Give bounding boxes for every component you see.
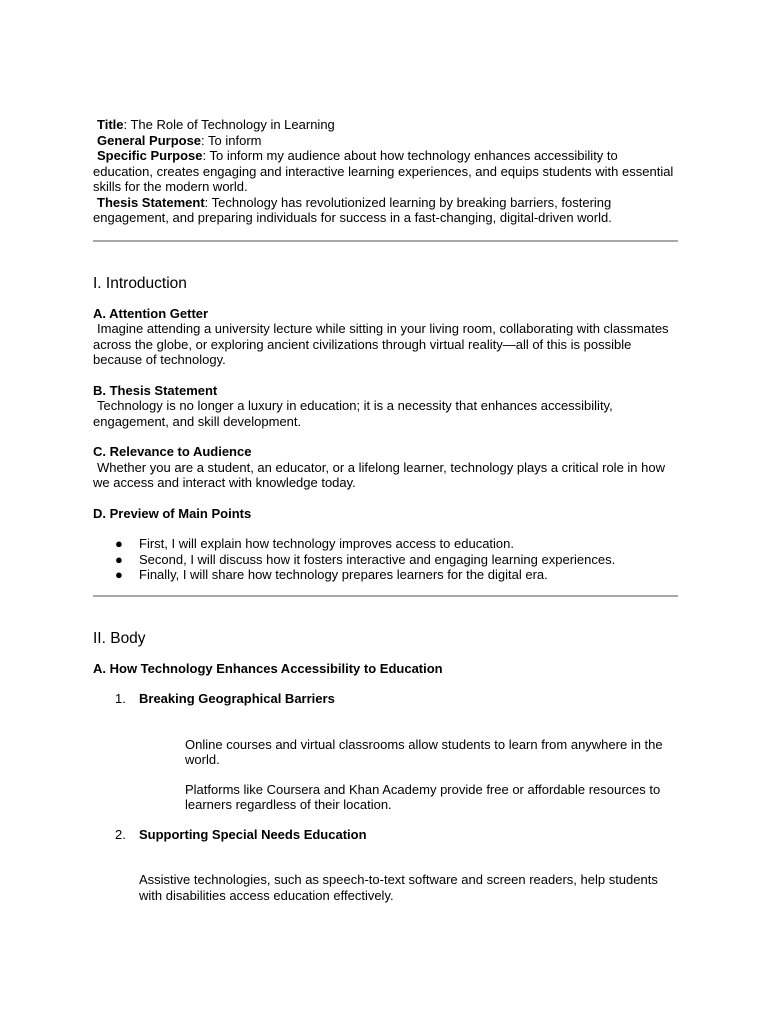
numbered-item-1 (93, 691, 678, 707)
item-title: Supporting Special Needs Education (139, 826, 367, 842)
item-number: 1. (115, 691, 126, 706)
section-heading-body: II. Body (93, 629, 146, 647)
document-page (93, 117, 678, 903)
meta-specific-purpose-value: : To inform my audience about how technology enhances accessibility to education, creates engaging and interactive learning experiences, and equips students with essential skills for the modern world. (93, 148, 674, 194)
list-item (93, 536, 678, 552)
list-item-text: First, I will explain how technology improves access to education. (139, 536, 515, 551)
meta-general-purpose-key: General Purpose (97, 132, 202, 148)
meta-specific-purpose-key: Specific Purpose (97, 148, 203, 163)
numbered-item-2 (93, 827, 678, 843)
item2-paragraph-1: Assistive technologies, such as speech-to-text software and screen readers, help students with disabilities access education effectively. (139, 872, 658, 903)
meta-specific-purpose (93, 148, 678, 195)
meta-title-key: Title (97, 117, 124, 132)
item-number: 2. (115, 826, 126, 842)
section-heading-introduction: I. Introduction (93, 274, 187, 292)
meta-thesis-key: Thesis Statement (97, 194, 205, 210)
subheading-accessibility: A. How Technology Enhances Accessibility to Education (93, 660, 443, 676)
divider (93, 595, 678, 597)
thesis-statement-content: Technology is no longer a luxury in education; it is a necessity that enhances accessibility, engagement, and skill development. (93, 398, 613, 429)
meta-thesis-value: : Technology has revolutionized learning by breaking barriers, fostering engagement, and preparing individuals for success in a fast-changing, digital-driven world. (93, 194, 612, 225)
thesis-statement-text (93, 398, 678, 429)
meta-general-purpose (93, 133, 678, 149)
bullet-icon: ● (115, 536, 123, 551)
subheading-thesis-statement: B. Thesis Statement (93, 382, 218, 398)
list-item (93, 567, 678, 583)
list-item-text: Finally, I will share how technology prepares learners for the digital era. (139, 567, 548, 582)
relevance-text (93, 460, 678, 491)
meta-title (93, 117, 678, 133)
preview-list (93, 536, 678, 583)
list-item (93, 552, 678, 568)
subheading-relevance: C. Relevance to Audience (93, 444, 252, 459)
item-title: Breaking Geographical Barriers (139, 691, 335, 706)
speech-meta (93, 117, 678, 226)
meta-general-purpose-value: : To inform (201, 132, 262, 148)
item1-paragraph-2: Platforms like Coursera and Khan Academy provide free or affordable resources to learners regardless of their location. (185, 781, 661, 812)
subheading-attention-getter: A. Attention Getter (93, 305, 209, 321)
relevance-content: Whether you are a student, an educator, or a lifelong learner, technology plays a critical role in how we access and interact with knowledge today. (93, 459, 665, 490)
bullet-icon: ● (115, 551, 123, 567)
divider (93, 240, 678, 242)
attention-getter-content: Imagine attending a university lecture while sitting in your living room, collaborating with classmates across the globe, or exploring ancient civilizations through virtual reality—all of this is possible because of technology. (93, 321, 669, 367)
meta-thesis-statement (93, 195, 678, 226)
subheading-preview: D. Preview of Main Points (93, 505, 252, 521)
list-item-text: Second, I will discuss how it fosters interactive and engaging learning experiences. (139, 551, 616, 567)
meta-title-value: : The Role of Technology in Learning (123, 117, 335, 132)
attention-getter-text (93, 321, 678, 368)
bullet-icon: ● (115, 567, 123, 582)
item1-paragraph-1: Online courses and virtual classrooms allow students to learn from anywhere in the world. (185, 736, 663, 767)
